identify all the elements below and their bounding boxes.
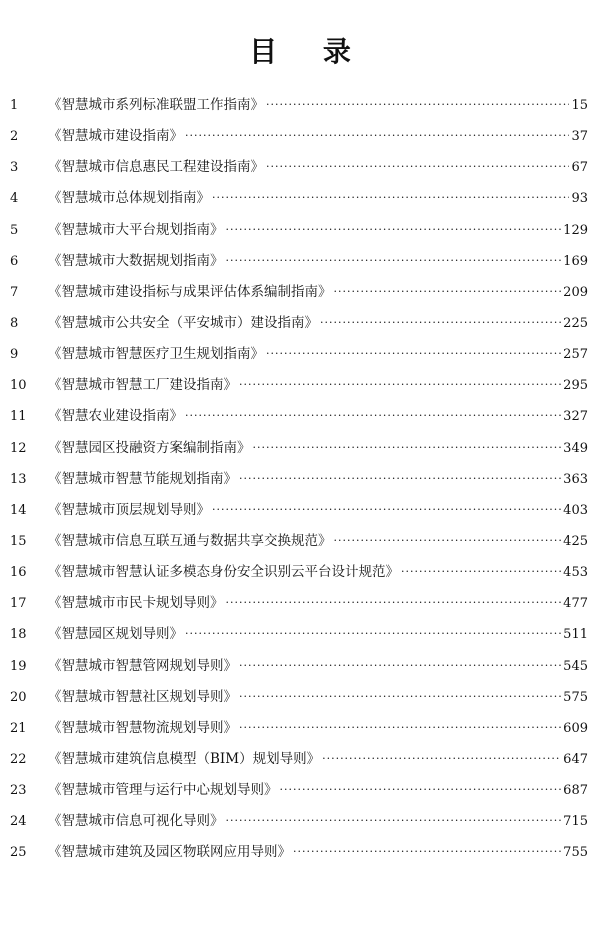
entry-number: 1 — [10, 98, 19, 113]
entry-title: 《智慧城市智慧工厂建设指南》 — [48, 377, 237, 394]
entry-page-number: 755 — [563, 845, 588, 861]
dot-leader — [334, 525, 562, 556]
toc-entry[interactable] — [10, 588, 588, 619]
entry-number: 4 — [10, 191, 19, 207]
entry-page-number: 477 — [563, 596, 588, 612]
entry-title: 《智慧园区规划导则》 — [48, 626, 183, 643]
dot-leader — [266, 89, 569, 120]
dot-leader — [185, 618, 561, 649]
dot-leader — [226, 805, 562, 836]
table-of-contents — [10, 90, 588, 869]
entry-page-number: 15 — [571, 98, 588, 113]
dot-leader — [185, 400, 561, 431]
entry-page-number: 453 — [563, 565, 588, 581]
dot-leader — [226, 245, 562, 276]
entry-title: 《智慧城市智慧认证多模态身份安全识别云平台设计规范》 — [48, 564, 399, 581]
entry-page-number: 209 — [563, 284, 588, 300]
entry-title: 《智慧城市市民卡规划导则》 — [48, 595, 224, 612]
entry-number: 9 — [10, 347, 19, 363]
dot-leader — [401, 556, 561, 587]
dot-leader — [266, 338, 561, 369]
entry-title: 《智慧园区投融资方案编制指南》 — [48, 439, 251, 456]
entry-number: 22 — [10, 751, 27, 767]
toc-entry[interactable] — [10, 806, 588, 837]
toc-entry[interactable] — [10, 401, 588, 432]
entry-title: 《智慧城市建设指标与成果评估体系编制指南》 — [48, 283, 332, 300]
entry-page-number: 363 — [563, 471, 588, 487]
toc-entry[interactable] — [10, 370, 588, 401]
toc-entry[interactable] — [10, 152, 588, 183]
entry-number: 19 — [10, 658, 27, 674]
entry-number: 5 — [10, 222, 19, 238]
entry-page-number: 511 — [563, 627, 588, 643]
entry-page-number: 575 — [563, 689, 588, 705]
entry-number: 21 — [10, 720, 27, 736]
entry-page-number: 715 — [563, 814, 588, 830]
dot-leader — [226, 587, 562, 618]
entry-title: 《智慧城市大平台规划指南》 — [48, 221, 224, 238]
entry-title: 《智慧城市总体规划指南》 — [48, 190, 210, 207]
entry-number: 11 — [10, 409, 27, 425]
toc-entry[interactable] — [10, 495, 588, 526]
toc-entry[interactable] — [10, 713, 588, 744]
dot-leader — [239, 369, 561, 400]
dot-leader — [322, 743, 561, 774]
dot-leader — [212, 182, 569, 213]
dot-leader — [293, 836, 561, 867]
toc-entry[interactable] — [10, 277, 588, 308]
toc-entry[interactable] — [10, 775, 588, 806]
dot-leader — [239, 712, 561, 743]
toc-entry[interactable] — [10, 183, 588, 214]
dot-leader — [239, 463, 561, 494]
toc-entry[interactable] — [10, 308, 588, 339]
dot-leader — [280, 774, 562, 805]
entry-title: 《智慧城市系列标准联盟工作指南》 — [48, 97, 264, 113]
entry-page-number: 225 — [563, 315, 588, 331]
entry-number: 2 — [10, 129, 19, 145]
entry-title: 《智慧城市智慧管网规划导则》 — [48, 657, 237, 674]
toc-entry[interactable] — [10, 651, 588, 682]
entry-number: 12 — [10, 440, 27, 456]
dot-leader — [239, 681, 561, 712]
entry-number: 14 — [10, 502, 27, 518]
dot-leader — [185, 120, 569, 151]
dot-leader — [226, 214, 562, 245]
toc-entry[interactable] — [10, 246, 588, 277]
entry-title: 《智慧城市信息惠民工程建设指南》 — [48, 159, 264, 176]
entry-number: 3 — [10, 160, 19, 176]
toc-entry[interactable] — [10, 837, 588, 868]
entry-title: 《智慧城市信息互联互通与数据共享交换规范》 — [48, 532, 332, 549]
toc-entry[interactable] — [10, 90, 588, 121]
dot-leader — [334, 276, 562, 307]
entry-number: 25 — [10, 845, 27, 861]
toc-entry[interactable] — [10, 526, 588, 557]
entry-number: 6 — [10, 253, 19, 269]
entry-page-number: 545 — [563, 658, 588, 674]
entry-title: 《智慧城市建设指南》 — [48, 128, 183, 145]
dot-leader — [212, 494, 561, 525]
entry-number: 23 — [10, 783, 27, 799]
entry-title: 《智慧城市智慧社区规划导则》 — [48, 688, 237, 705]
toc-entry[interactable] — [10, 215, 588, 246]
entry-title: 《智慧农业建设指南》 — [48, 408, 183, 425]
entry-title: 《智慧城市管理与运行中心规划导则》 — [48, 782, 278, 799]
entry-title: 《智慧城市顶层规划导则》 — [48, 501, 210, 518]
dot-leader — [266, 151, 569, 182]
dot-leader — [320, 307, 561, 338]
entry-title: 《智慧城市智慧医疗卫生规划指南》 — [48, 346, 264, 363]
entry-page-number: 67 — [571, 160, 588, 176]
entry-title: 《智慧城市建筑信息模型（BIM）规划导则》 — [48, 750, 321, 767]
entry-page-number: 687 — [563, 783, 588, 799]
entry-number: 20 — [10, 689, 27, 705]
toc-entry[interactable] — [10, 433, 588, 464]
toc-entry[interactable] — [10, 619, 588, 650]
entry-title: 《智慧城市公共安全（平安城市）建设指南》 — [48, 314, 318, 331]
entry-title: 《智慧城市建筑及园区物联网应用导则》 — [48, 844, 291, 861]
toc-entry[interactable] — [10, 557, 588, 588]
page-title: 目 录 — [249, 35, 369, 68]
entry-page-number: 93 — [571, 191, 588, 207]
toc-entry[interactable] — [10, 464, 588, 495]
entry-page-number: 257 — [563, 347, 588, 363]
entry-number: 8 — [10, 315, 19, 331]
entry-number: 16 — [10, 565, 27, 581]
dot-leader — [239, 650, 561, 681]
entry-page-number: 403 — [563, 502, 588, 518]
entry-title: 《智慧城市智慧物流规划导则》 — [48, 719, 237, 736]
entry-title: 《智慧城市智慧节能规划指南》 — [48, 470, 237, 487]
entry-number: 17 — [10, 596, 27, 612]
dot-leader — [253, 432, 562, 463]
entry-number: 24 — [10, 814, 27, 830]
entry-page-number: 37 — [571, 129, 588, 145]
entry-number: 13 — [10, 471, 27, 487]
entry-number: 10 — [10, 378, 27, 394]
toc-entry[interactable] — [10, 121, 588, 152]
entry-page-number: 647 — [563, 751, 588, 767]
entry-number: 15 — [10, 533, 27, 549]
entry-title: 《智慧城市信息可视化导则》 — [48, 813, 224, 830]
toc-entry[interactable] — [10, 339, 588, 370]
entry-number: 18 — [10, 627, 27, 643]
entry-number: 7 — [10, 284, 19, 300]
entry-title: 《智慧城市大数据规划指南》 — [48, 252, 224, 269]
entry-page-number: 129 — [563, 222, 588, 238]
entry-page-number: 349 — [563, 440, 588, 456]
toc-entry[interactable] — [10, 682, 588, 713]
entry-page-number: 295 — [563, 378, 588, 394]
entry-page-number: 609 — [563, 720, 588, 736]
entry-page-number: 327 — [563, 409, 588, 425]
toc-entry[interactable] — [10, 744, 588, 775]
entry-page-number: 169 — [563, 253, 588, 269]
entry-page-number: 425 — [563, 533, 588, 549]
